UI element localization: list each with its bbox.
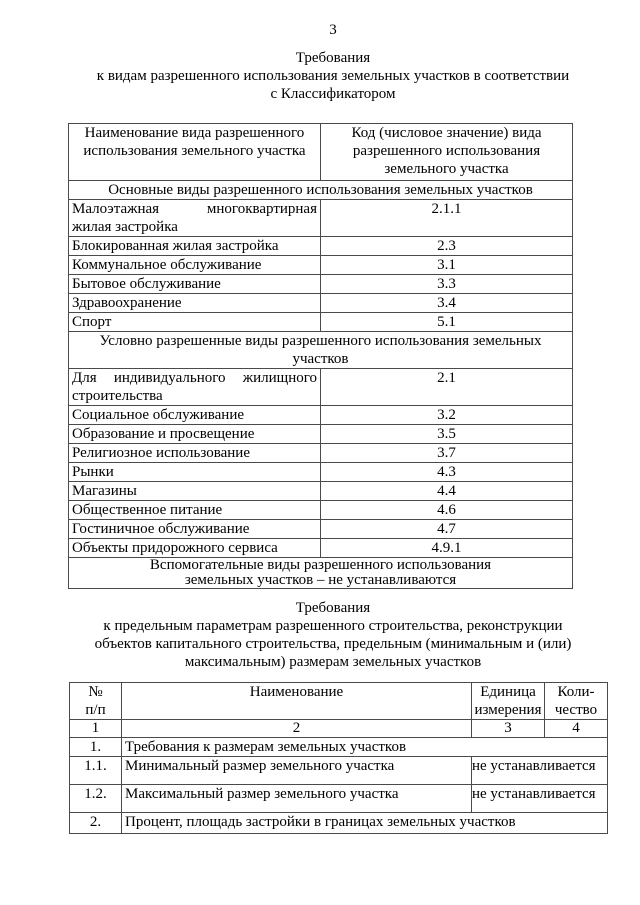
use-name-cell: Спорт bbox=[69, 313, 321, 332]
use-code-cell: 3.7 bbox=[321, 444, 573, 463]
use-code-cell: 4.6 bbox=[321, 501, 573, 520]
header-name-cell: Наименование bbox=[122, 683, 472, 720]
use-name-cell: Рынки bbox=[69, 463, 321, 482]
table-row bbox=[69, 313, 573, 332]
use-name-cell: Объекты придорожного сервиса bbox=[69, 539, 321, 558]
table-header-row bbox=[69, 124, 573, 181]
table-row bbox=[69, 256, 573, 275]
use-name-cell: Религиозное использование bbox=[69, 444, 321, 463]
use-code-cell: 3.5 bbox=[321, 425, 573, 444]
use-code-cell: 5.1 bbox=[321, 313, 573, 332]
section-line: участков bbox=[292, 351, 349, 367]
title-line: Требования bbox=[295, 600, 371, 616]
table-row bbox=[69, 482, 573, 501]
title-line: объектов капитального строительства, предельным (минимальным и (или) bbox=[94, 636, 572, 652]
use-code-cell: 2.1.1 bbox=[321, 200, 573, 237]
header-line: № bbox=[88, 684, 103, 700]
use-name-cell bbox=[69, 200, 321, 237]
use-name-cell: Магазины bbox=[69, 482, 321, 501]
title-line: с Классификатором bbox=[270, 86, 396, 102]
column-number-cell: 2 bbox=[122, 720, 472, 738]
table-row bbox=[70, 785, 608, 813]
land-use-table bbox=[68, 123, 573, 589]
use-name-cell: Социальное обслуживание bbox=[69, 406, 321, 425]
row-name-cell: Требования к размерам земельных участков bbox=[122, 738, 608, 757]
table-row bbox=[70, 757, 608, 785]
table-row bbox=[70, 738, 608, 757]
section-row bbox=[69, 332, 573, 369]
row-name-cell: Процент, площадь застройки в границах земельных участков bbox=[122, 813, 608, 834]
use-code-cell: 2.3 bbox=[321, 237, 573, 256]
use-code-cell: 4.4 bbox=[321, 482, 573, 501]
use-name-cell: Коммунальное обслуживание bbox=[69, 256, 321, 275]
use-code-cell: 2.1 bbox=[321, 369, 573, 406]
title-line: Требования bbox=[295, 50, 371, 66]
title-line: к предельным параметрам разрешенного строительства, реконструкции bbox=[103, 618, 563, 634]
limit-parameters-table bbox=[69, 682, 608, 834]
row-value-cell: не устанавливается bbox=[472, 757, 608, 785]
section-line: Условно разрешенные виды разрешенного использования земельных bbox=[99, 333, 542, 349]
title-line: максимальным) размерам земельных участков bbox=[184, 654, 482, 670]
use-code-cell: 3.3 bbox=[321, 275, 573, 294]
table-row bbox=[69, 501, 573, 520]
header-unit-cell: Единица измерения bbox=[472, 683, 545, 720]
table-row bbox=[69, 406, 573, 425]
column-number-cell: 1 bbox=[70, 720, 122, 738]
use-name-line: Малоэтажная многоквартирная bbox=[72, 201, 317, 217]
use-name-cell: Бытовое обслуживание bbox=[69, 275, 321, 294]
section-conditional-cell bbox=[69, 332, 573, 369]
use-code-cell: 4.9.1 bbox=[321, 539, 573, 558]
column-number-cell: 4 bbox=[545, 720, 608, 738]
table-row bbox=[69, 275, 573, 294]
use-name-cell: Образование и просвещение bbox=[69, 425, 321, 444]
table-row bbox=[69, 425, 573, 444]
row-name-cell: Минимальный размер земельного участка bbox=[122, 757, 472, 785]
use-name-line: Для индивидуального жилищного bbox=[72, 370, 317, 386]
header-num-cell bbox=[70, 683, 122, 720]
use-code-cell: 3.2 bbox=[321, 406, 573, 425]
table-row bbox=[69, 294, 573, 313]
table-row bbox=[69, 444, 573, 463]
table-row bbox=[69, 237, 573, 256]
header-qty-cell: Коли-чество bbox=[545, 683, 608, 720]
use-name-cell: Здравоохранение bbox=[69, 294, 321, 313]
use-name-cell: Общественное питание bbox=[69, 501, 321, 520]
column-number-cell: 3 bbox=[472, 720, 545, 738]
use-name-cell: Блокированная жилая застройка bbox=[69, 237, 321, 256]
row-num-cell: 1.2. bbox=[70, 785, 122, 813]
use-code-cell: 4.3 bbox=[321, 463, 573, 482]
row-name-cell: Максимальный размер земельного участка bbox=[122, 785, 472, 813]
section-row bbox=[69, 181, 573, 200]
section-main-cell: Основные виды разрешенного использования земельных участков bbox=[69, 181, 573, 200]
section-line: земельных участков – не устанавливаются bbox=[184, 572, 457, 588]
use-name-cell bbox=[69, 369, 321, 406]
table-row bbox=[69, 369, 573, 406]
row-num-cell: 1. bbox=[70, 738, 122, 757]
title-line: к видам разрешенного использования земельных участков в соответствии bbox=[96, 68, 570, 84]
table-row bbox=[69, 463, 573, 482]
table-row bbox=[69, 539, 573, 558]
use-code-cell: 3.4 bbox=[321, 294, 573, 313]
section-line: Вспомогательные виды разрешенного использования bbox=[149, 557, 492, 573]
header-line: п/п bbox=[85, 702, 106, 718]
page-number: 3 bbox=[329, 22, 337, 38]
column-number-row bbox=[70, 720, 608, 738]
table-row bbox=[69, 200, 573, 237]
use-name-line: строительства bbox=[72, 388, 163, 404]
title-land-use bbox=[26, 49, 640, 103]
title-limit-parameters bbox=[26, 599, 640, 671]
section-row bbox=[69, 558, 573, 589]
section-auxiliary-cell bbox=[69, 558, 573, 589]
use-code-cell: 4.7 bbox=[321, 520, 573, 539]
row-num-cell: 1.1. bbox=[70, 757, 122, 785]
use-code-cell: 3.1 bbox=[321, 256, 573, 275]
table-row bbox=[70, 813, 608, 834]
use-name-cell: Гостиничное обслуживание bbox=[69, 520, 321, 539]
header-code-cell: Код (числовое значение) вида разрешенного использования земельного участка bbox=[321, 124, 573, 181]
row-num-cell: 2. bbox=[70, 813, 122, 834]
use-name-line: жилая застройка bbox=[72, 219, 178, 235]
table-header-row bbox=[70, 683, 608, 720]
header-name-cell: Наименование вида разрешенного использования земельного участка bbox=[69, 124, 321, 181]
table-row bbox=[69, 520, 573, 539]
row-value-cell: не устанавливается bbox=[472, 785, 608, 813]
